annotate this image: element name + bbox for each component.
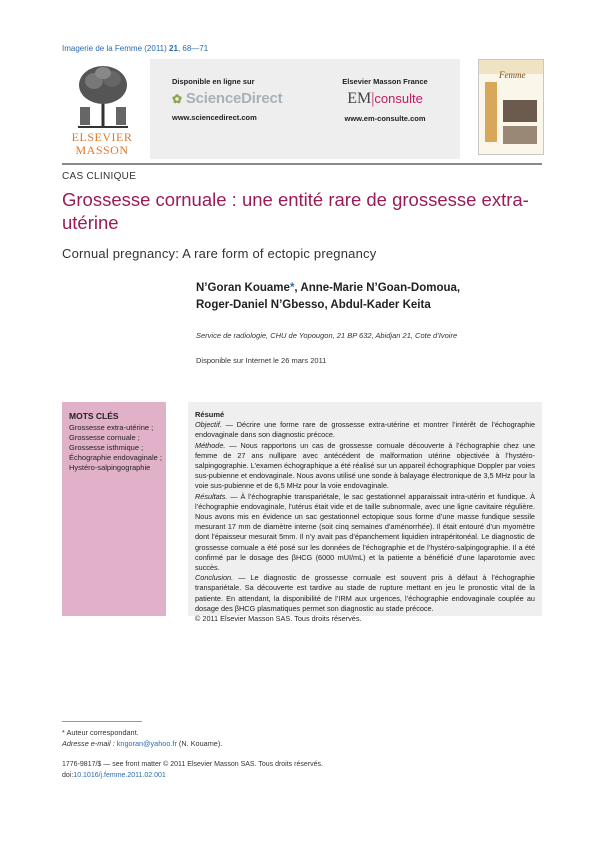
abstract-methode	[195, 441, 535, 492]
abstract-objectif	[195, 420, 535, 440]
masson-name: MASSON	[75, 143, 129, 157]
journal-volume: 21	[169, 44, 178, 53]
email-label: Adresse e-mail :	[62, 739, 117, 748]
abstract-body	[195, 410, 535, 624]
article-subtitle: Cornual pregnancy: A rare form of ectopic pregnancy	[62, 246, 377, 261]
keyword-item: Grossesse cornuale ;	[69, 433, 140, 442]
keyword-item: Hystéro-salpingographie	[69, 463, 151, 472]
issn-line: 1776-9817/$ — see front matter © 2011 Elsevier Masson SAS. Tous droits réservés.	[62, 761, 323, 768]
cover-image	[503, 100, 537, 122]
sponsor-banner	[150, 59, 460, 159]
footnote-rule	[62, 721, 142, 722]
doi-label: doi:	[62, 772, 74, 779]
methode-label: Méthode.	[195, 440, 226, 450]
abstract-resultats	[195, 492, 535, 574]
journal-reference[interactable]	[62, 44, 208, 53]
elsevier-tree-icon	[74, 63, 132, 129]
elsevier-logo	[62, 59, 142, 159]
footnote-corresponding: * Auteur correspondant.	[62, 728, 139, 737]
sciencedirect-block[interactable]	[172, 77, 302, 122]
footnote-email	[62, 739, 222, 748]
authors-line-1	[196, 280, 542, 297]
cover-side-band	[485, 82, 497, 142]
authors-rest: , Anne-Marie N’Goan-Domoua,	[294, 282, 461, 294]
conclusion-text: — Le diagnostic de grossesse cornuale est souvent pris à défaut à l’échographie transpariétale. Sa découverte est tardive au stade de rupture mettant en jeu le pronostic vital de la patiente. En attendant, la disponibilité de l’IRM aux urgences, l’échographie endovaginale couplée au dosage des βHCG plasmatiques permet son diagnostic au stade précoce.	[195, 573, 535, 613]
section-label: CAS CLINIQUE	[62, 171, 137, 182]
keyword-item: Échographie endovaginale ;	[69, 453, 162, 462]
abstract-copyright: © 2011 Elsevier Masson SAS. Tous droits réservés.	[195, 614, 362, 624]
cover-image-secondary	[503, 126, 537, 144]
doi-link[interactable]: 10.1016/j.femme.2011.02.001	[73, 772, 166, 779]
header-rule	[62, 163, 542, 165]
sciencedirect-logo	[172, 90, 302, 107]
abstract-box	[188, 402, 542, 624]
abstract-conclusion	[195, 573, 535, 614]
sciencedirect-url[interactable]: www.sciencedirect.com	[172, 113, 257, 122]
sciencedirect-leaf-icon: ✿	[172, 92, 182, 106]
methode-text: — Nous rapportons un cas de grossesse cornuale découverte à l’échographie chez une femme de 27 ans nullipare avec antécédent de malformation utérine objectivée à l’hystéro-salpingographie. L’examen échographique a été réalisé sur un appareil échographique Doppler par voies sus-pubienne et endovaginale. Nous avons utilisé une sonde à balayage électronique de 3,5 MHz pour la voie sus-pubienne et de 6,5 MHz pour la voie endovaginale.	[195, 440, 535, 491]
emconsulte-block[interactable]	[320, 77, 450, 123]
emconsulte-url[interactable]: www.em-consulte.com	[344, 114, 426, 123]
emconsulte-label: Elsevier Masson France	[342, 77, 428, 86]
objectif-label: Objectif.	[195, 420, 222, 430]
author-list	[196, 280, 542, 314]
resultats-text: — À l’échographie transpariétale, le sac gestationnel apparaissait intra-utérin et fundique. À l’échographie endovaginale, l’utérus était vide et de taille subnormale, avec une ligne cavitaire régulière. Nous avons mis en évidence un sac gestationnel ectopique sous forme d’une masse fundique sessile mesurant 17 mm de diamètre interne (soit cinq semaines d’aménorrhée). Il était entouré d’un myomètre dont l’épaisseur mesurait 5mm. Il n’y avait pas d’épanchement liquidien intrapéritonéal. Le diagnostic de grossesse cornuale a été posé sur les données de l’échographie et de l’hystéro-salpingographie. Il a été confirmé par le dosage des βHCG (6000 mUI/mL) et la patiente a bénéficié d’une laparotomie avec succès.	[195, 491, 535, 573]
resultats-label: Résultats.	[195, 491, 228, 501]
elsevier-name: ELSEVIER	[71, 130, 133, 144]
em-logo-bar: |	[371, 90, 375, 107]
journal-cover-thumbnail	[478, 59, 544, 155]
authors-line-2: Roger-Daniel N’Gbesso, Abdul-Kader Keita	[196, 299, 431, 311]
em-logo-consulte: consulte	[374, 91, 423, 106]
journal-name: Imagerie de la Femme (2011)	[62, 44, 167, 53]
keyword-item: Grossesse isthmique ;	[69, 443, 144, 452]
email-suffix: (N. Kouame).	[176, 739, 223, 748]
keywords-list	[69, 423, 165, 473]
affiliation: Service de radiologie, CHU de Yopougon, 21 BP 632, Abidjan 21, Cote d’Ivoire	[196, 331, 458, 340]
keywords-box	[62, 402, 166, 616]
online-date: Disponible sur Internet le 26 mars 2011	[196, 356, 327, 365]
doi-line	[62, 772, 166, 779]
emconsulte-logo	[320, 90, 450, 108]
em-logo-em: EM	[347, 90, 372, 107]
objectif-text: — Décrire une forme rare de grossesse extra-utérine et montrer l’intérêt de l’échographie endovaginale dans son diagnostic précoce.	[195, 420, 535, 440]
corresponding-author-marker[interactable]: *	[289, 282, 295, 294]
cover-title: Femme	[499, 70, 526, 80]
sciencedirect-label: Disponible en ligne sur	[172, 77, 255, 86]
keyword-item: Grossesse extra-utérine ;	[69, 423, 154, 432]
article-title: Grossesse cornuale : une entité rare de grossesse extra-utérine	[62, 189, 529, 233]
sciencedirect-logo-text: ScienceDirect	[185, 90, 283, 107]
journal-pages: , 68—71	[177, 44, 209, 53]
email-link[interactable]: kngoran@yahoo.fr	[116, 739, 177, 748]
author-first: N’Goran Kouame	[196, 282, 290, 294]
conclusion-label: Conclusion.	[195, 573, 234, 583]
keywords-heading: MOTS CLÉS	[69, 411, 119, 421]
abstract-heading: Résumé	[195, 410, 225, 419]
